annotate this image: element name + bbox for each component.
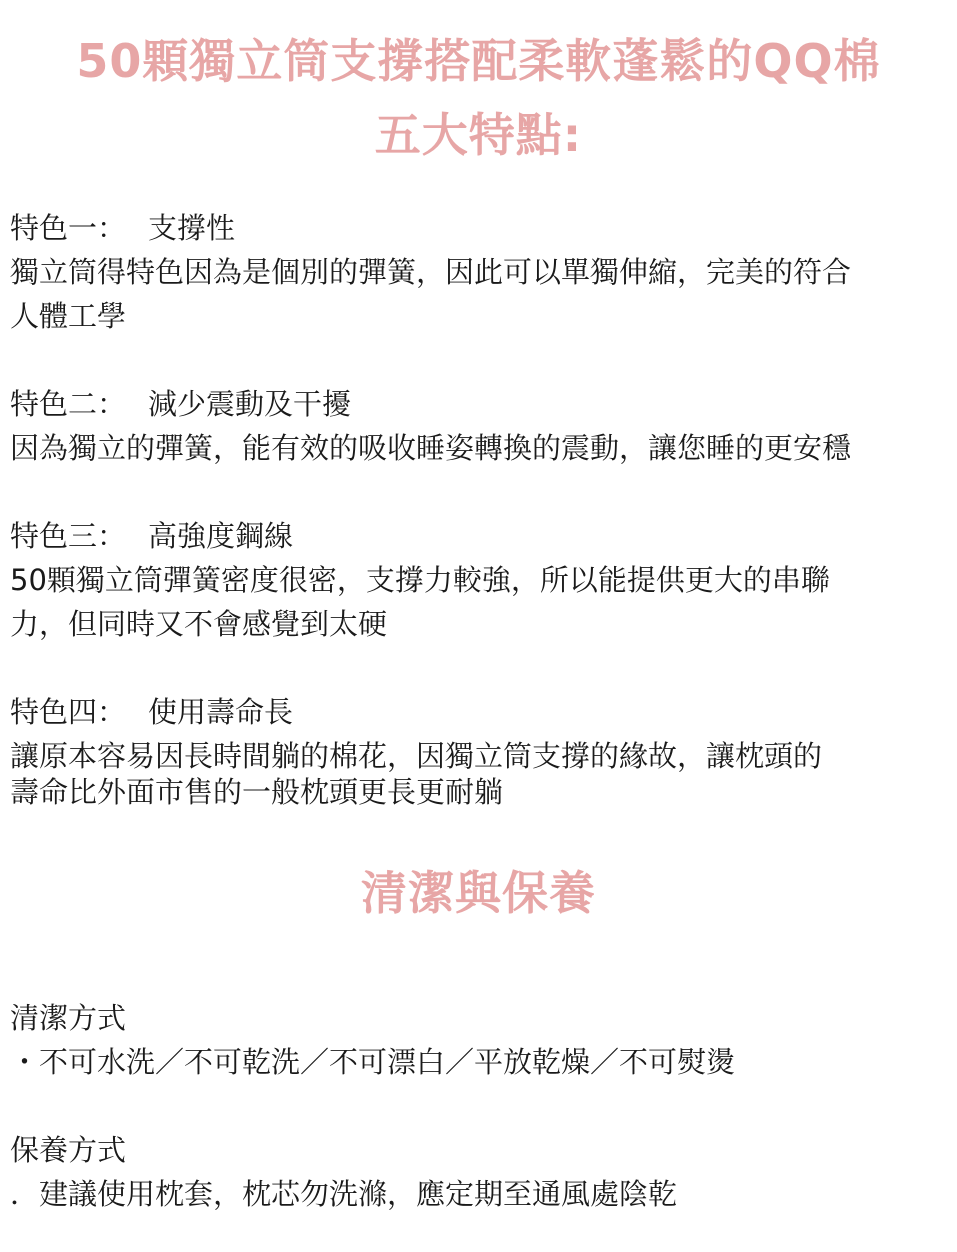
feature-2-text-line-1: 因為獨立的彈簧，能有效的吸收睡姿轉換的震動，讓您睡的更安穩 (10, 431, 852, 465)
cleaning-title: 清潔方式 (10, 1001, 127, 1035)
feature-4-title (10, 690, 293, 734)
feature-3-text-line-2: 力，但同時又不會感覺到太硬 (10, 607, 388, 641)
feature-4-text-line-1: 讓原本容易因長時間躺的棉花，因獨立筒支撐的緣故，讓枕頭的 (10, 739, 823, 773)
feature-1-name: 支撐性 (148, 211, 236, 245)
feature-4-text-line-2: 壽命比外面市售的一般枕頭更長更耐躺 (10, 775, 504, 809)
feature-3-name: 高強度鋼線 (148, 519, 294, 553)
maintenance-text: ．建議使用枕套，枕芯勿洗滌，應定期至通風處陰乾 (10, 1177, 678, 1211)
feature-3-text-line-1: 50顆獨立筒彈簧密度很密，支撐力較強，所以能提供更大的串聯 (10, 563, 830, 597)
main-title-line-2: 五大特點: (374, 108, 583, 162)
feature-3-label: 特色三： (10, 519, 127, 553)
feature-2-name: 減少震動及干擾 (148, 387, 352, 421)
feature-1-title (10, 206, 235, 250)
main-title-line-1: 50顆獨立筒支撐搭配柔軟蓬鬆的QQ棉 (76, 34, 881, 88)
feature-4-name: 使用壽命長 (148, 695, 294, 729)
maintenance-title: 保養方式 (10, 1133, 127, 1167)
cleaning-text: ・不可水洗／不可乾洗／不可漂白／平放乾燥／不可熨燙 (10, 1045, 736, 1079)
feature-2-title (10, 382, 351, 426)
care-heading: 清潔與保養 (361, 866, 596, 920)
feature-1-text-line-1: 獨立筒得特色因為是個別的彈簧，因此可以單獨伸縮，完美的符合 (10, 255, 852, 289)
feature-3-title (10, 514, 293, 558)
feature-1-text-line-2: 人體工學 (10, 299, 127, 333)
feature-1-label: 特色一： (10, 211, 127, 245)
feature-4-label: 特色四： (10, 695, 127, 729)
feature-2-label: 特色二： (10, 387, 127, 421)
